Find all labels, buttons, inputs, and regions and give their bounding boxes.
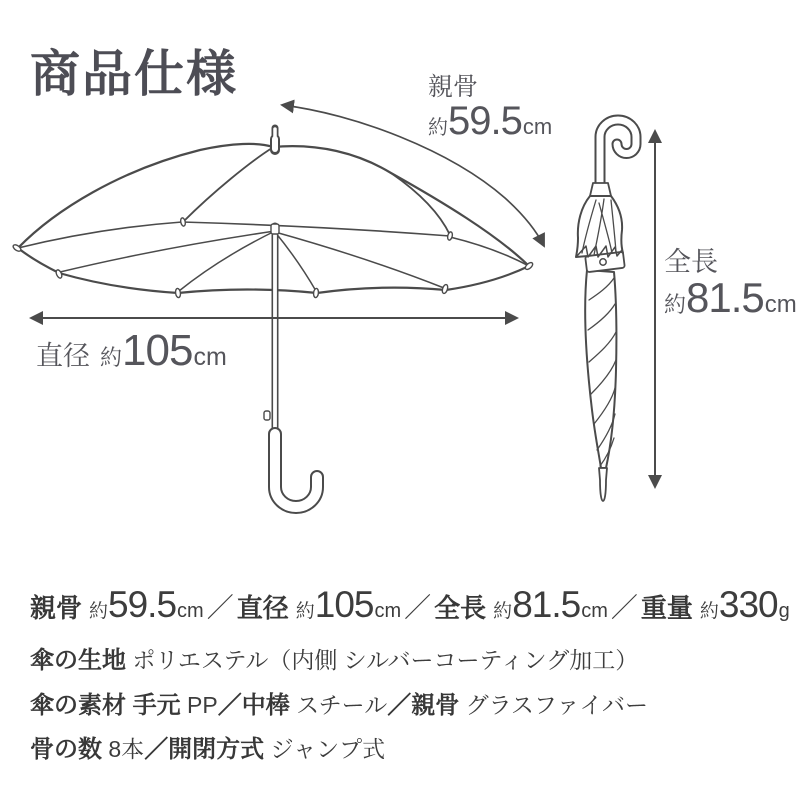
spec-fabric-label: 傘の生地 — [30, 647, 126, 674]
spec-diameter-value: 105 — [314, 584, 374, 625]
rib-length-approx: 約 — [428, 117, 448, 140]
spec-material-handle-label: 傘の素材 手元 — [30, 692, 181, 719]
spec-mechanism-value: ジャンプ式 — [264, 736, 386, 762]
closed-umbrella-illustration — [576, 120, 636, 501]
spec-material-shaft-value: スチール — [289, 692, 388, 718]
spec-separator: ／ — [610, 593, 638, 623]
total-length-unit: cm — [764, 291, 797, 319]
spec-diameter-label: 直径 — [236, 593, 289, 623]
spec-rib-count-value: 8本 — [102, 736, 145, 762]
spec-weight-value: 330 — [718, 584, 778, 625]
spec-diameter-unit: cm — [374, 600, 402, 622]
spec-rib-value: 59.5 — [108, 584, 177, 625]
total-length-value: 81.5 — [686, 274, 764, 322]
rib-length-value: 59.5 — [448, 99, 522, 144]
spec-rib-count-label: 骨の数 — [30, 736, 102, 763]
total-length-approx: 約 — [664, 292, 687, 318]
spec-length-value: 81.5 — [512, 584, 581, 625]
spec-rib-label: 親骨 — [30, 593, 83, 623]
spec-material-rib-label: ／親骨 — [387, 692, 460, 719]
spec-line-fabric — [30, 640, 638, 675]
rib-length-name: 親骨 — [428, 73, 479, 101]
spec-rib-unit: cm — [177, 600, 204, 622]
spec-separator: ／ — [404, 593, 432, 623]
page-title: 商品仕様 — [30, 46, 238, 102]
diameter-name: 直径 — [36, 341, 90, 371]
spec-weight-unit: g — [778, 600, 790, 622]
spec-material-handle-value: PP — [180, 692, 218, 718]
total-length-dimension-label — [664, 248, 797, 320]
diameter-dimension-label — [36, 328, 227, 374]
total-length-name: 全長 — [664, 247, 718, 277]
spec-length-unit: cm — [581, 600, 608, 622]
diameter-value: 105 — [122, 326, 193, 375]
spec-separator: ／ — [206, 593, 234, 623]
spec-diameter-approx: 約 — [295, 601, 315, 622]
spec-length-label: 全長 — [434, 593, 487, 623]
spec-material-shaft-label: ／中棒 — [217, 692, 290, 719]
spec-line-materials — [30, 685, 648, 720]
spec-weight-label: 重量 — [640, 593, 693, 623]
diameter-unit: cm — [193, 343, 227, 371]
diameter-approx: 約 — [100, 345, 123, 370]
spec-line-ribs-mechanism — [30, 729, 385, 764]
spec-mechanism-label: ／開閉方式 — [144, 736, 265, 763]
spec-line-dimensions — [30, 584, 790, 626]
spec-fabric-value: ポリエステル（内側 シルバーコーティング加工） — [126, 647, 639, 673]
spec-material-rib-value: グラスファイバー — [459, 692, 649, 718]
spec-weight-approx: 約 — [699, 601, 719, 622]
rib-length-dimension-label — [428, 74, 552, 142]
spec-length-approx: 約 — [493, 601, 513, 622]
spec-rib-approx: 約 — [89, 601, 109, 622]
rib-length-unit: cm — [522, 114, 553, 140]
